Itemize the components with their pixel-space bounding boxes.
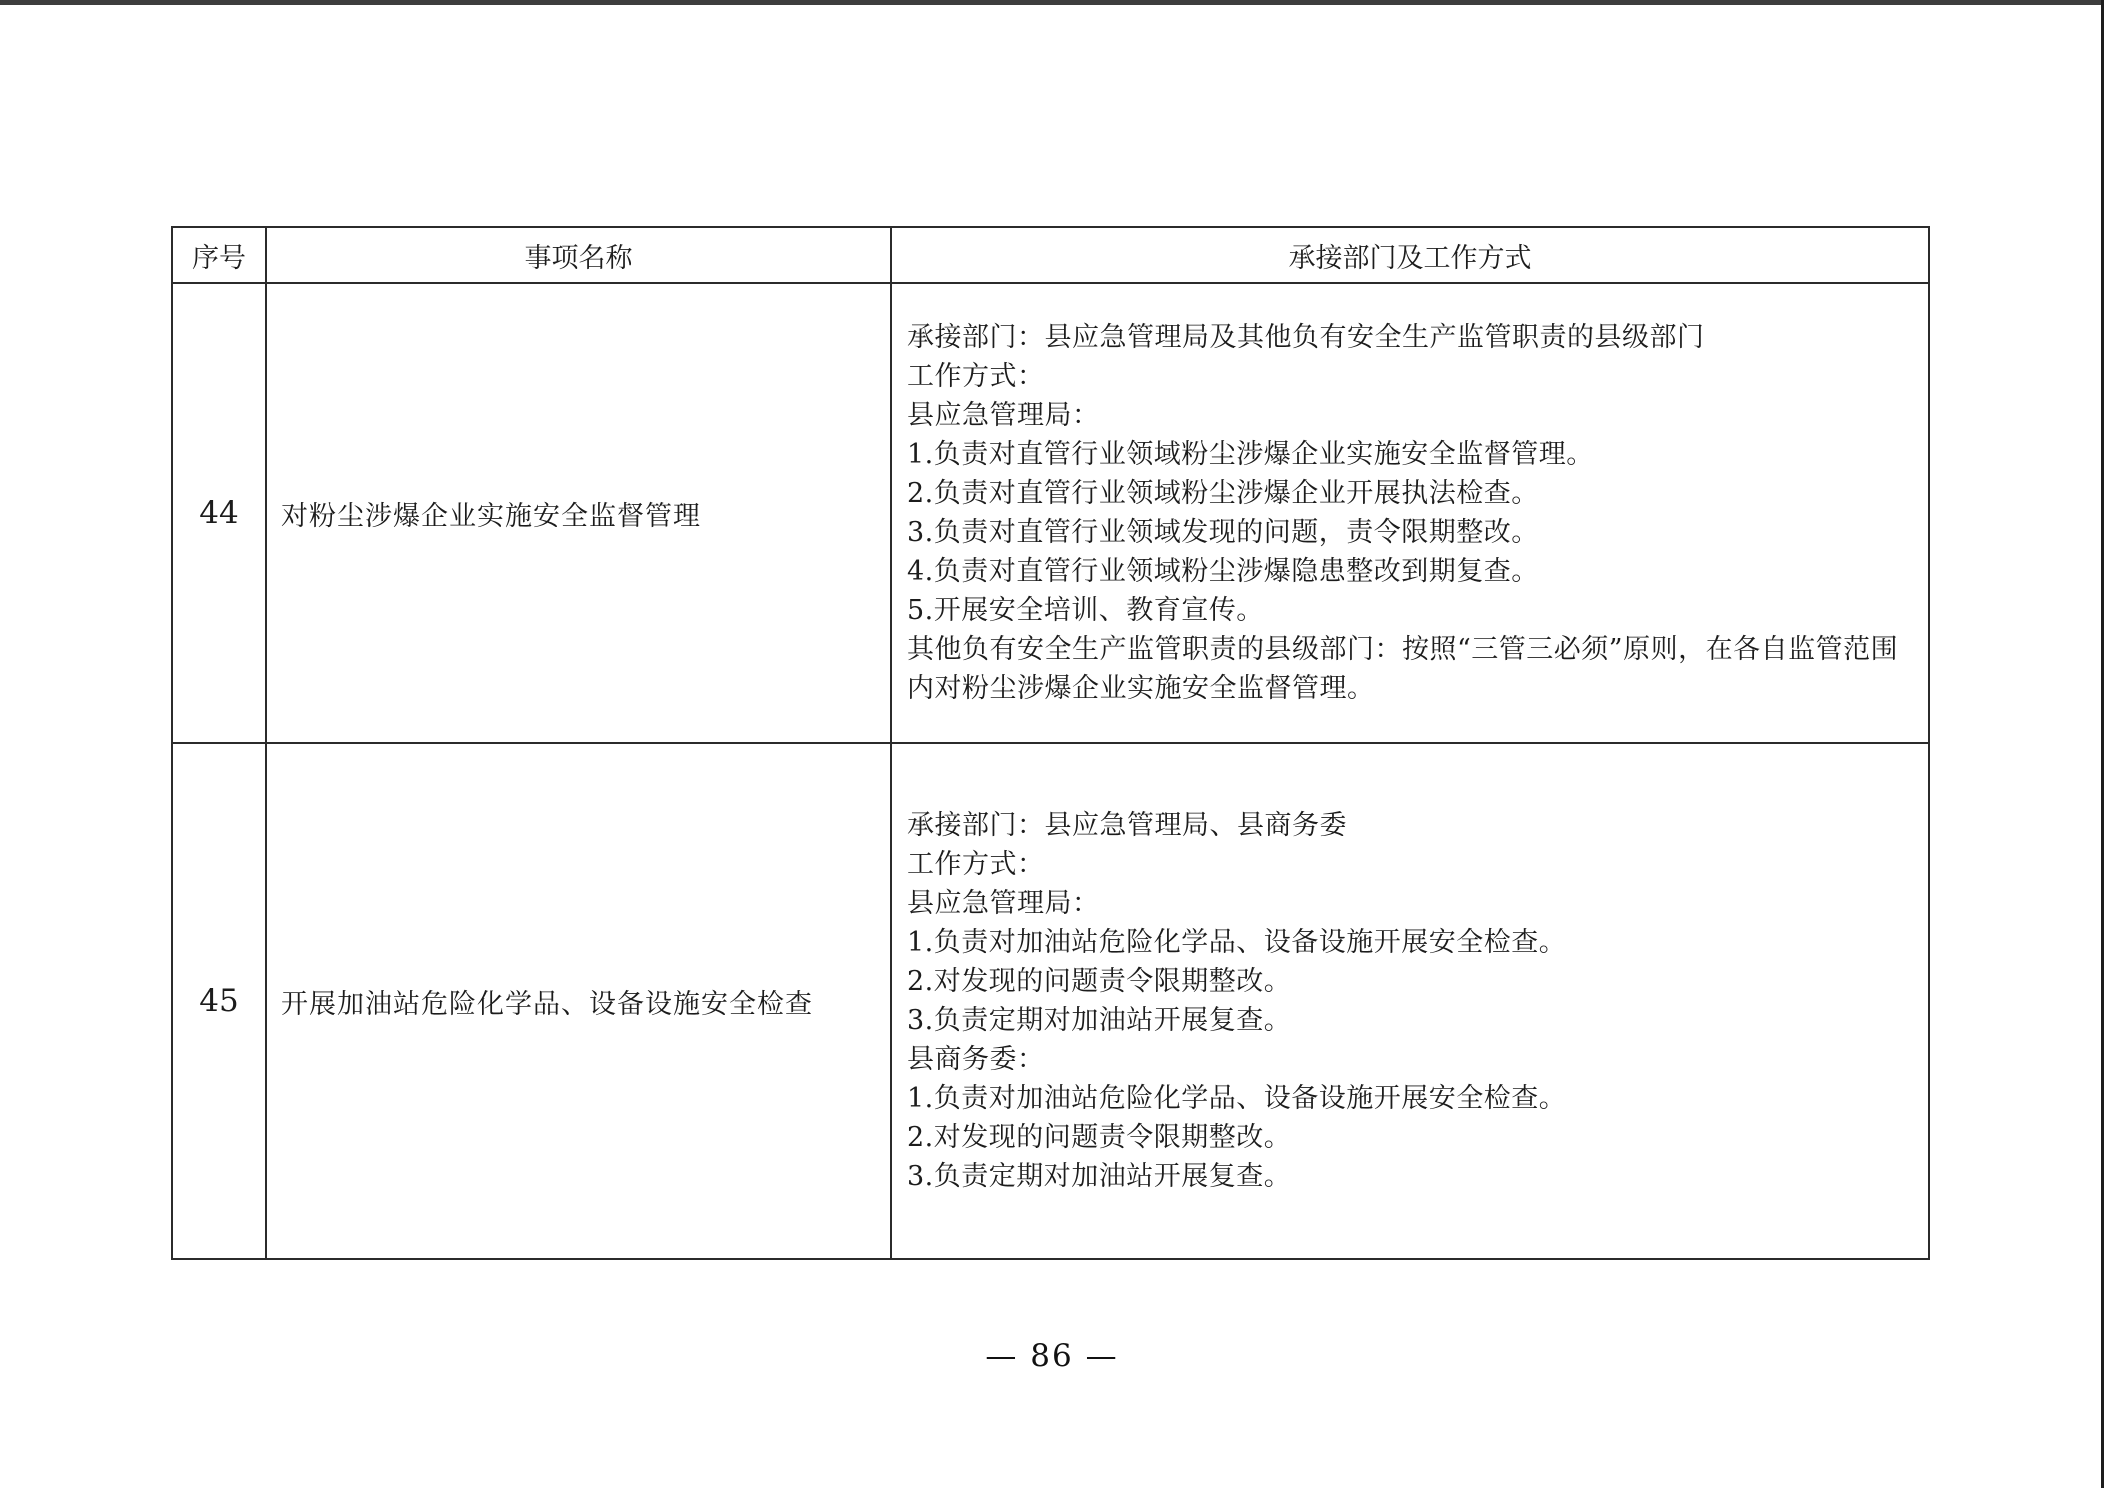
details-lines	[907, 806, 1912, 1196]
detail-line: 工作方式：	[907, 849, 1045, 880]
detail-line: 县应急管理局：	[907, 400, 1100, 431]
detail-line: 工作方式：	[907, 361, 1045, 392]
detail-line: 1.负责对加油站危险化学品、设备设施开展安全检查。	[907, 927, 1567, 958]
detail-line: 4.负责对直管行业领域粉尘涉爆隐患整改到期复查。	[907, 556, 1539, 587]
window-top-border	[0, 0, 2104, 5]
page-number: — 86 —	[985, 1338, 1119, 1374]
matters-table	[171, 226, 1930, 1260]
detail-line: 5.开展安全培训、教育宣传。	[907, 595, 1264, 626]
row-item-name: 对粉尘涉爆企业实施安全监督管理	[266, 283, 891, 743]
row-serial-number: 45	[172, 743, 266, 1259]
table-row	[172, 743, 1929, 1259]
table-header-row	[172, 227, 1929, 283]
detail-line: 3.负责定期对加油站开展复查。	[907, 1161, 1292, 1192]
detail-line: 2.负责对直管行业领域粉尘涉爆企业开展执法检查。	[907, 478, 1539, 509]
detail-line: 其他负有安全生产监管职责的县级部门：按照“三管三必须”原则，在各自监管范围内对粉尘涉爆企业实施安全监督管理。	[907, 634, 1899, 704]
detail-line: 承接部门：县应急管理局及其他负有安全生产监管职责的县级部门	[907, 322, 1705, 353]
detail-line: 承接部门：县应急管理局、县商务委	[907, 810, 1347, 841]
row-department-method	[891, 283, 1929, 743]
detail-line: 县应急管理局：	[907, 888, 1100, 919]
col-header-department-method: 承接部门及工作方式	[891, 227, 1929, 283]
detail-line: 2.对发现的问题责令限期整改。	[907, 966, 1292, 997]
detail-line: 县商务委：	[907, 1044, 1045, 1075]
row-serial-number: 44	[172, 283, 266, 743]
detail-line: 3.负责对直管行业领域发现的问题，责令限期整改。	[907, 517, 1539, 548]
col-header-serial-number: 序号	[172, 227, 266, 283]
detail-line: 2.对发现的问题责令限期整改。	[907, 1122, 1292, 1153]
detail-line: 3.负责定期对加油站开展复查。	[907, 1005, 1292, 1036]
row-department-method	[891, 743, 1929, 1259]
table-row	[172, 283, 1929, 743]
row-item-name: 开展加油站危险化学品、设备设施安全检查	[266, 743, 891, 1259]
detail-line: 1.负责对加油站危险化学品、设备设施开展安全检查。	[907, 1083, 1567, 1114]
col-header-item-name: 事项名称	[266, 227, 891, 283]
detail-line: 1.负责对直管行业领域粉尘涉爆企业实施安全监督管理。	[907, 439, 1594, 470]
details-lines	[907, 318, 1912, 708]
